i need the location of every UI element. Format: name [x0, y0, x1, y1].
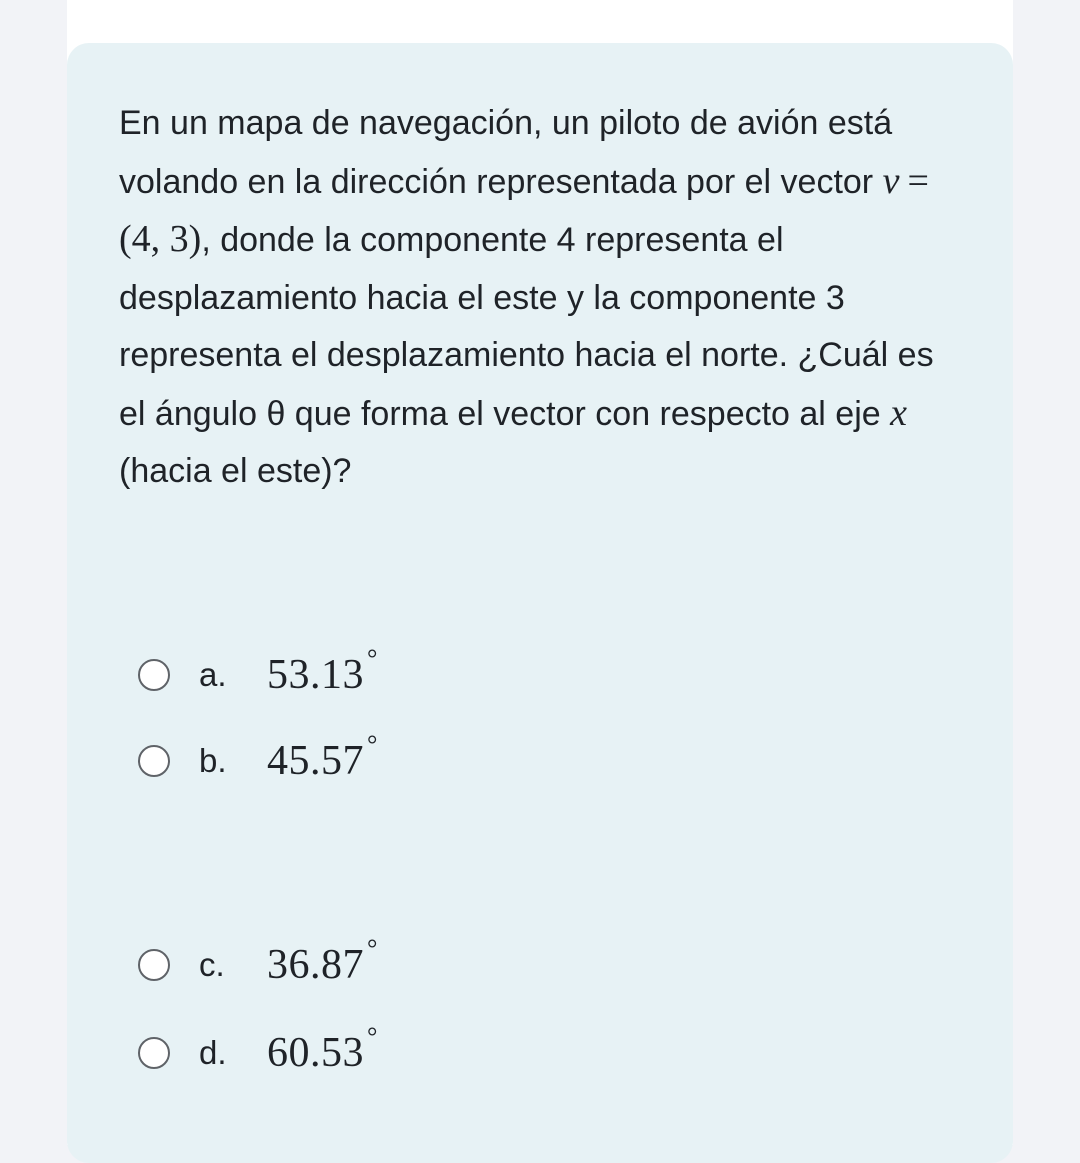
answer-option-d[interactable] [138, 1022, 638, 1078]
option-letter: a. [199, 656, 227, 693]
answer-option-b[interactable] [138, 730, 638, 786]
radio-button-d[interactable] [138, 1037, 170, 1069]
option-value: 53.13 [267, 652, 364, 698]
question-text-part-1: En un mapa de navegación, un piloto de avión está volando en la dirección representada por el vector [119, 104, 893, 201]
option-value: 45.57 [267, 738, 364, 784]
answer-option-a[interactable] [138, 644, 638, 700]
radio-button-c[interactable] [138, 949, 170, 981]
axis-variable: x [890, 391, 908, 434]
question-text-part-2: , donde la componente 4 representa el desplazamiento hacia el este y la componente 3 representa el desplazamiento hacia el norte. ¿Cuál es el ángulo θ que forma el vector con respecto al eje [119, 221, 934, 433]
degree-symbol: ° [367, 644, 378, 673]
radio-button-b[interactable] [138, 745, 170, 777]
degree-symbol: ° [367, 730, 378, 759]
option-letter: b. [199, 742, 227, 779]
option-value: 36.87 [267, 942, 364, 988]
degree-symbol: ° [367, 1022, 378, 1051]
option-letter: c. [199, 946, 225, 983]
vector-value: (4, 3) [119, 218, 202, 260]
degree-symbol: ° [367, 934, 378, 963]
question-text [119, 95, 959, 501]
vector-symbol: v [882, 159, 900, 202]
equals-sign: = [907, 159, 929, 202]
question-text-part-3: (hacia el este)? [119, 452, 352, 490]
radio-button-a[interactable] [138, 659, 170, 691]
answer-option-c[interactable] [138, 934, 638, 990]
option-letter: d. [199, 1034, 227, 1071]
option-value: 60.53 [267, 1030, 364, 1076]
